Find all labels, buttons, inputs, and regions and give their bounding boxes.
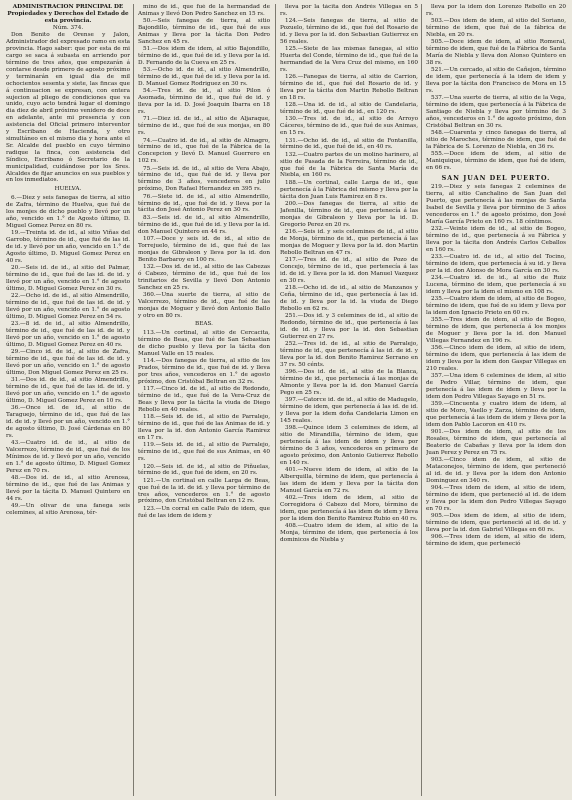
column-divider	[133, 4, 134, 796]
property-entry: 117.—Cinco id. de id., al sitio de Redondo, término de id., que fué de la Vera-Cruz de Beas y lleva por la tácita la viuda de Diego Rebollo en 40 reales.	[138, 386, 270, 414]
property-entry: 19.—Treinta id. de id., al sitio Viñas del Garrobo, término de id., que fué de las id. de id. y llevó por un año, vencido en 1.° de Agosto último, D. Miguel Gomez Perez en 40 rs.	[6, 230, 130, 264]
property-entry: 218.—Ocho id. de id., al sitio de Manzanos y Ceña, término de id., que pertenecía á las id. de id. y lleva por la id. la viuda de Diego Rebollo en 62 rs.	[280, 284, 418, 312]
property-entry: 23.—8 id. de id., al sitio Almendrillo, término de id., que fué de las id. de id. y llevó por un año, vencido en 1.° de agosto último, D. Miguel Gomez Perez en 40 rs.	[6, 321, 130, 348]
property-entry: 548.—Cuarenta y cinco fanegas de tierra, al sitio de Maroches, término de idem, que fué de la Fábrica de S. Lorenzo de Niebla, en 36 rs.	[426, 130, 566, 151]
property-entry: 234.—Cuatro id. de id., al sitio de Ruiz Lucena, término de idem, que pertenecía á su idem y lleva por la idem el mismo en 108 rs.	[426, 274, 566, 295]
column-divider	[421, 4, 422, 796]
property-entry: 43.—Cuatro id. de id., al sitio de Valcerrezo, término de id., que fué de los Mínimos de id. y llevó por un año, vencido en 1.° de agosto último, D. Miguel Gomez Perez en 70 rs.	[6, 440, 130, 474]
property-entry: 906.—Tres idem de idem, al sitio de idem, término de idem, que perteneció	[426, 534, 566, 548]
property-entry: 357.—Una idem 6 celemines de idem, al sitio de Pedro Villar, término de idem, que pertenecía á las idem de idem y lleva por la idem don Pedro Villegas Sayago en 51 rs.	[426, 373, 566, 400]
property-entry: 121.—Un cortinal en calle Larga de Beas, que fué de la id. de id. y lleva por término de tres años, vencederos en 1.° de agosto próximo, don Cristóbal Beltran en 12 rs.	[138, 477, 270, 505]
town-heading: SAN JUAN DEL PUERTO.	[441, 174, 551, 183]
property-entry: 252.—Tres id. de id., al sitio de Parralejo, término de id., que pertenecía á las id. de id. y lleva por la id. don Benito Ramirez Serrano en 37 rs. 50 cénts.	[280, 340, 418, 368]
property-entry: 503.—Dos idem de idem, al sitio del Soriano, término de idem, que fué de la fábrica de Niebla, en 20 rs.	[426, 18, 566, 39]
property-entry: 29.—Cinco id. de id., al sitio de Zafra, término de id., que fué de las id. de id. y llevó por un año, vencido en 1.° de agosto último, Don Miguel Gomez Perez en 25 rs.	[6, 349, 130, 376]
property-entry: 355.—Tres idem de idem, al sitio de Bogeo, término de idem, que pertenecía á los monjes de Moguer y lleva por la id. don Manuel Villegas Fernandez en 196 rs.	[426, 317, 566, 344]
property-entry: 36.—Once id. de id., al sitio de Taraguejo, término de id., que fué de las id. de id. y llevó por un año, vencido en 1.° de agosto último, D. José Cárdenas en 80 rs.	[6, 405, 130, 439]
property-entry: 219.—Diez y seis fanegas 2 celemines de tierra, al sitio Canchalino de San Juan del Puerto, que pertenecía á las monjas de Santa Isabel de Sevilla y lleva por término de 3 años vencederos en 1.° de agosto próximo, don José María García Prieto en 160 rs. 18 céntimos.	[426, 184, 566, 225]
property-entry: 124.—Seis fanegas de tierra, al sitio de Pozuelo, término de id., que fué del Rosario de id. y lleva por la id. don Sebastian Gutierrez en 56 reales.	[280, 18, 418, 45]
text-column-1	[6, 4, 130, 517]
property-entry: 74.—Cuatro id. de id., al sitio de Almagro, término de id., que fué de la Fábrica de la Concepcion y llevó D. Manuel Guerrero en 102 rs.	[138, 137, 270, 165]
text-column-4	[426, 4, 566, 549]
property-entry: 359.—Cincuenta y cuatro idem de idem, al sitio de Moro, Vaello y Zarza, término de idem, que pertenecía á las idem de idem y lleva por la idem don Pablo Lacoron en 410 rs.	[426, 401, 566, 428]
property-entry: 22.—Ocho id. de id., al sitio Almendrillo, término de id., que fué de las id. de id. y llevó por un año, vencido en 1.° de agosto último, D. Miguel Gomez Perez en 54 rs.	[6, 293, 130, 320]
property-entry: 131.—Ocho id. de id., al sitio de Fontanilla, término de id., que fué de id., en 40 rs.	[280, 137, 418, 151]
property-entry: mino de id., que fué de la hermandad de Animas y llevó Don Pedro Sanchez en 15 rs.	[138, 4, 270, 17]
column-divider	[275, 4, 276, 796]
property-entry: 251.—Dos id. y 3 celemines de id., al sitio de Redondo, término de id., que pertenecía á las id. de id. y lleva por la id. don Sebastian Gutierrez en 27 rs.	[280, 312, 418, 340]
document-title: ADMINISTRACION PRINCIPAL DE Propiedades y Derechos del Estado de esta provincia.	[7, 4, 129, 24]
property-entry: 118.—Seis id. de id., al sitio de Parralejo, término de id., que fué de las Animas de id. y lleva por la id. don Antonio García Ramirez en 17 rs.	[138, 414, 270, 442]
property-entry: 235.—Cuatro idem de idem, al sitio de Bogeo, término de idem, que fué de su idem y lleva por la idem don Ignacio Prieto en 60 rs.	[426, 296, 566, 316]
property-entry: 233.—Cuatro id. de id., al sitio del Tocino, término de idem, que pertenecía á su id. y lleva por la id. don Alonso de Mora García en 30 rs.	[426, 253, 566, 274]
property-entry: 901.—Dos idem de idem, al sitio de los Rosales, término de idem, que pertenecía al Beaterio de Cabañas y lleva por la idem don Juan Perez y Perez en 75 rs.	[426, 429, 566, 456]
document-intro: Don Benito de Orense y Jalon, Administrador del expresado ramo en esta provincia. Hago saber: que por esta de mi cargo se saca á subasta en arriendo por término de tres años, que empezarán á contarse desde primero de agosto próximo y terminarán en igual dia de mil ochocientos sesenta y siete, las fincas que á continuacion se expresan, con entera sujecion al pliego de condiciones que va unido, cuyo acto tendrá lugar el domingo dia diez de abril próximo venidero de doce en adelante, ante mi presencia y con asistencia del Oficial primero interventor y Escribano de Hacienda, y otro simultáneo en el mismo dia y hora ante el Sr. Alcalde del pueblo en cuyo término radique la finca, con asistencia del Síndico, Escribano ó Secretario de la municipalidad, cuidándose por los Sres. Alcaldes de fijar anuncios en sus pueblos y en los inmediatos.	[6, 32, 130, 184]
property-entry: 396.—Dos id. de id., al sitio de la Blanca, término de id., que pertenecía á las monjas de Almonte y lleva por la id. don Manuel García Pego en 25 rs.	[280, 368, 418, 396]
property-entry: 49.—Un olivar de una fanega seis celemines, al sitio Arenosa, tér-	[6, 503, 130, 516]
property-entry: 521.—Un cercado, al sitio de Cañejon, término de idem, que pertenecía á la idem de idem y lleva por la tácita don Francisco de Mora en 15 rs.	[426, 67, 566, 95]
property-entry: 505.—Doce idem de idem, al sitio Romeral, término de idem, que fué de la Fábrica de Santa María de Niebla y lleva don Alonso Quintero en 38 rs.	[426, 39, 566, 67]
property-entry: 360.—Una suerte de tierra, al sitio de Valcerrezo, término de id., que fué de las monjas de Moguer y llevó don Antonio Ballo y otro en 80 rs.	[138, 291, 270, 319]
property-entry: 20.—Seis id. de id., al sitio del Palmar, término de id., que fué de las id. de id. y llevó por un año, vencido en 1.° de agosto último, D. Miguel Gomez Perez en 30 rs.	[6, 265, 130, 292]
property-entry: 200.—Dos fanegas de tierra, al sitio de Jafenilla, término de id., que pertenecía á las monjas de Gibraleon y lleva por la id. D. Gregorio Perez en 20 rs.	[280, 200, 418, 228]
property-entry: 904.—Tres idem de idem, al sitio de idem, término de idem, que perteneció al id. de idem y lleva por la idem don Pedro Villegas Sayago en 70 rs.	[426, 485, 566, 512]
property-entry: 107.—Doce y seis id. de id., al sitio de Torrejuelo, término de id., que fué de las monjas de Gibraleon y lleva por la id. don Benito Barbaroy en 100 rs.	[138, 235, 270, 263]
property-entry: 903.—Cinco idem de idem, al sitio de Mataconejos, término de idem, que perteneció al id. de id. y lleva por la idem don Antonio Dominguez en 340 rs.	[426, 457, 566, 484]
property-entry: 401.—Nueve idem de idem, al sitio de la Alberquilla, término de idem, que pertenecía á las idem de idem y lleva por la tácita don Manuel García en 72 rs.	[280, 466, 418, 494]
property-entry: 75.—Seis id. de id., al sitio de Vera Abajo, término de id., que fué de id. y lleva por término de 3 años, vencederos en julio próximo, Don Rafael Hernandez en 395 rs.	[138, 165, 270, 193]
text-column-2	[138, 4, 270, 520]
town-heading: HUELVA.	[54, 186, 82, 193]
property-entry: 71.—Diez id. de id., al sitio de Aljaraque, término de id., que fué de sus monjas, en 80 rs.	[138, 116, 270, 137]
property-entry: 114.—Dos fanegas de tierra, al sitio de los Prados, término de id., que fué de id. y lleva por tres años, vencederos en 1.° de agosto próximo, don Cristóbal Beltran en 32 rs.	[138, 358, 270, 386]
property-entry: 113.—Un cortinal, al sitio de Cercacita, término de Beas, que fué de San Sebastian de dicho pueblo y lleva por la tácita don Manuel Valle en 15 reales.	[138, 330, 270, 358]
property-entry: 126.—Fanegas de tierra, al sitio de Carrion, término de id., que fué del Rosario de id. y lleva por la tácita don Martin Rebollo Beltran en 18 rs.	[280, 74, 418, 101]
property-entry: 54.—Tres id. de id., al sitio Pilon ó Asomada, término de id., que fué de id. y lleva por la id. D. José Joaquin Ibarra en 18 rs.	[138, 88, 270, 116]
property-entry: 130.—Tres id. de id., al sitio de Arroyo Cáceres, término de id., que fué de sus Animas, en 15 rs.	[280, 116, 418, 137]
property-entry: 51.—Dos idem de idem, al sitio Bajondillo, término de id., que fué de id. y lleva por la id. D. Fernando de la Cueva en 25 rs.	[138, 46, 270, 67]
property-entry: 217.—Tres id. de id., al sitio de Pozo de Concejo, término de id., que pertenecía á las id. de id. y lleva por la id. don Manuel Vazquez en 30 rs.	[280, 256, 418, 284]
property-entry: 50.—Seis fanegas de tierra, al sitio Bajondillo, término de id., que fué de sus Animas y lleva por la tácita Don Pedro Sanchez en 45 rs.	[138, 18, 270, 45]
property-entry: 555.—Doce idem de idem, al sitio de Maniquique, término de idem, que fué de idem, en 66 rs.	[426, 151, 566, 172]
property-entry: 402.—Tres idem de idem, al sitio de Corregidora ó Cabezo del Moro, término de idem, que pertenecía á las idem de idem y lleva por la idem don Benito Ramirez Rubio en 40 rs.	[280, 494, 418, 522]
property-entry: lleva por la tácita don Andrés Villegas en 5 rs.	[280, 4, 418, 17]
text-column-3	[280, 4, 418, 544]
property-entry: 125.—Siete de las mismas fanegas, al sitio Huerta del Conde, término de id., que fué de la hermandad de la Vera Cruz del mismo, en 160 rs.	[280, 46, 418, 73]
property-entry: 188.—Un cortinal, calle Larga de id., que pertenecía á la Fábrica del mismo y lleva por la tácita don Juan Luis Ramirez en 8 rs.	[280, 179, 418, 200]
property-entry: 128.—Una id. de id., al sitio de Candelaria, término de id., que fué de id., en 120 rs.	[280, 102, 418, 116]
property-entry: 6.—Diez y seis fanegas de tierra, al sitio de Zafra, término de Huelva, que fué de los monjes de dicho pueblo y llevó por un año, vencido en 1.° de Agosto último, D. Miguel Gomez Perez en 80 rs.	[6, 195, 130, 229]
property-entry: 132.—Cuatro partes de un molino harinero, al sitio de Pasada de la Ferreira, término de id., que fué de la Fábrica de Santa María de Niebla, en 160 rs.	[280, 151, 418, 179]
property-entry: 905.—Dos idem de idem, al sitio de idem, término de idem, que perteneció al id. de id. y lleva por la id. don Gabriel Villegas en 60 rs.	[426, 513, 566, 534]
property-entry: 31.—Dos id. de id., al sitio Almendrillo, término de id., que fué de las id. de id. y llevó por un año, vencido en 1.° de agosto último, D. Miguel Gomez Perez en 10 rs.	[6, 377, 130, 404]
property-entry: 232.—Veinte idem de id., al sitio de Bogeo, término de id., que pertenecía á su Fábrica y lleva por la tácita don Andrés Carlos Ceballos en 160 rs.	[426, 225, 566, 253]
property-entry: 48.—Dos id. de id., al sitio Arenosa, término de id., que fué de las Animas y llevó por la tácita D. Manuel Quintero en 44 rs.	[6, 475, 130, 502]
property-entry: 398.—Quince idem 3 celemines de idem, al sitio de Mirandilla, término de idem, que pertenecía á las idem de idem y lleva por término de 3 años, vencederos en primero de agosto próximo, don Antonio Gutierrez Rebollo en 140 rs.	[280, 425, 418, 466]
document-number: Núm. 374.	[52, 25, 84, 32]
property-entry: 123.—Un corral en calle Palo de idem, que fué de las idem de idem y	[138, 505, 270, 519]
property-entry: 120.—Seis id. de id., al sitio de Piñuelas, término de id., que fué de idem, en 20 rs.	[138, 463, 270, 477]
property-entry: 53.—Ocho id. de id., al sitio Almendrillo, término de id., que fué de id. y lleva por la id. D. Manuel Gomez Rodriguez en 30 rs.	[138, 67, 270, 88]
property-entry: 216.—Seis id. y seis celemines de id., al sitio de Monja, término de id., que pertenecía á las monjas de Moguer y lleva por la id. don Martin Rebollo Beltran en 47 rs.	[280, 228, 418, 256]
property-entry: 76.—Siete id. de id., al sitio Almendrillo, término de id., que fué de id. y lleva por la tácita don José Antonio Perez en 30 rs.	[138, 193, 270, 214]
property-entry: 132.—Dos id. de id., al sitio de las Cabezas ó Cabezo, término de id., que fué de los trinitarios de Sevilla y llevó Don Antonio Sanchez en 25 rs.	[138, 263, 270, 291]
property-entry: 119.—Seis id. de id., al sitio de Parralejo, término de id., que fué de sus Animas, en 40 rs.	[138, 442, 270, 463]
town-heading: BEAS.	[195, 321, 213, 328]
property-entry: 408.—Cuatro idem de idem, al sitio de la Monja, término de idem, que pertenecía á los dominicos de Niebla y	[280, 522, 418, 543]
property-entry: 83.—Seis id. de id., al sitio Almendrillo, término de id., que fué de id. y lleva por la id. don Manuel Quintero en 44 rs.	[138, 214, 270, 235]
property-entry: lleva por la idem don Lorenzo Rebollo en 20 rs.	[426, 4, 566, 17]
property-entry: 537.—Una suerte de tierra, al sitio de la Vega, término de idem, que pertenecía á la Fábrica de Santiago de Niebla y lleva por término de 3 años, vencederos en 1.° de agosto próximo, don Cristóbal Beltran en 30 rs.	[426, 95, 566, 129]
property-entry: 397.—Catorce id. de id., al sitio de Madugelo, término de idem, que pertenecía á las id. de id. y lleva por la idem doña Candelaria Limon en 145 reales.	[280, 397, 418, 424]
property-entry: 356.—Cinco idem de idem, al sitio de idem, término de idem, que pertenecía á las idem de idem y lleva por la idem don Gaspar Villegas en 210 reales.	[426, 345, 566, 372]
